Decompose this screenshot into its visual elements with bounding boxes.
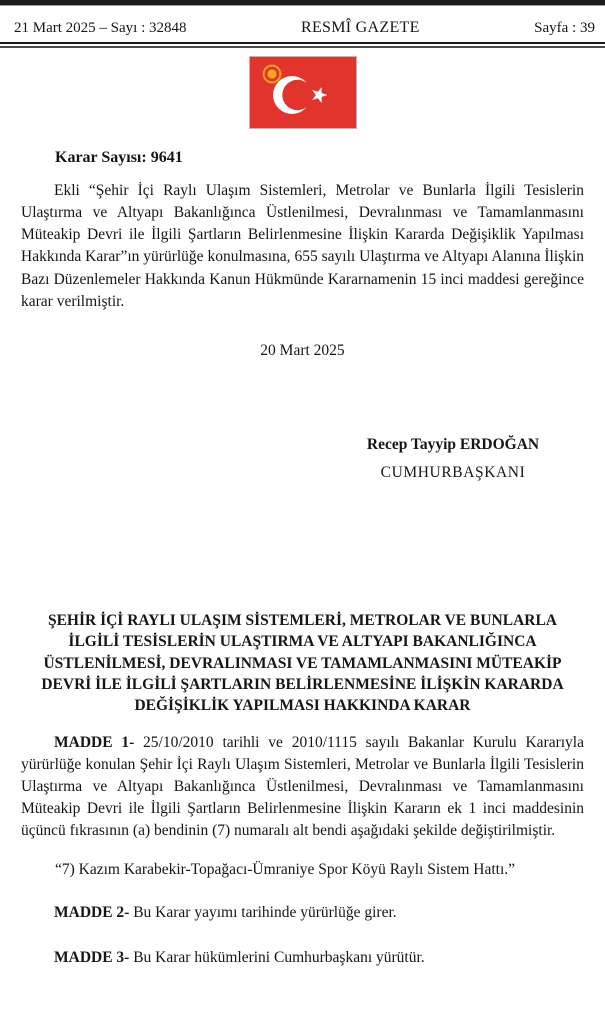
article-2-text: Bu Karar yayımı tarihinde yürürlüğe girer. [129, 903, 397, 921]
intro-paragraph: Ekli “Şehir İçi Raylı Ulaşım Sistemleri, Metrolar ve Bunlarla İlgili Tesislerin Ulaştırma ve Altyapı Bakanlığınca Üstlenilmesi, Devralınması ve Tamamlanmasını Müteakip Devri ile İlgili Şartların Belirlenmesine İlişkin Kararda Değişiklik Yapılması Hakkında Karar”ın yürürlüğe konulmasına, 655 sayılı Ulaştırma ve Altyapı Alanına İlişkin Bazı Düzenlemeler Hakkında Kanun Hükmünde Kararnamenin 15 inci maddesi gereğince karar verilmiştir. [21, 182, 584, 310]
header-gazette-title: RESMÎ GAZETE [300, 19, 420, 36]
article-3-text: Bu Karar hükümlerini Cumhurbaşkanı yürütür. [129, 948, 425, 966]
article-1 [21, 732, 584, 843]
header-page-number: Sayfa : 39 [534, 20, 595, 36]
signature-block [333, 436, 573, 482]
gazette-header [0, 6, 605, 42]
article-1-text: 25/10/2010 tarihli ve 2010/1115 sayılı Bakanlar Kurulu Kararıyla yürürlüğe konulan Şehir İçi Raylı Ulaşım Sistemleri, Metrolar ve Bunlarla İlgili Tesislerin Ulaştırma ve Altyapı Bakanlığınca Üstlenilmesi, Devralınması ve Tamamlanmasını Müteakip Devri ile İlgili Şartların Belirlenmesine İlişkin Kararın ek 1 inci maddesinin üçüncü fıkrasının (a) bendinin (7) numaralı alt bendi aşağıdaki şekilde değiştirilmiştir. [21, 733, 584, 840]
president-title: CUMHURBAŞKANI [380, 463, 526, 481]
header-double-rule [0, 42, 605, 48]
article-1-label: MADDE 1- [54, 733, 135, 751]
decree-date: 20 Mart 2025 [260, 341, 345, 359]
decree-number: Karar Sayısı: 9641 [55, 149, 183, 166]
president-name: Recep Tayyip ERDOĞAN [366, 435, 540, 453]
article-2-label: MADDE 2- [54, 903, 130, 921]
decision-title: ŞEHİR İÇİ RAYLI ULAŞIM SİSTEMLERİ, METROLAR VE BUNLARLA İLGİLİ TESİSLERİN ULAŞTIRMA VE ALTYAPI BAKANLIĞINCA ÜSTLENİLMESİ, DEVRALINMASI VE TAMAMLANMASINI MÜTEAKİP DEVRİ İLE İLGİLİ ŞARTLARIN BELİRLENMESİNE İLİŞKİN KARARDA DEĞİŞİKLİK YAPILMASI HAKKINDA KARAR [41, 611, 564, 715]
turkish-flag-icon [250, 57, 356, 128]
article-2 [21, 902, 584, 924]
header-date-issue: 21 Mart 2025 – Sayı : 32848 [14, 20, 187, 36]
article-3-label: MADDE 3- [54, 948, 130, 966]
amended-clause: “7) Kazım Karabekir-Topağacı-Ümraniye Spor Köyü Raylı Sistem Hattı.” [55, 860, 516, 878]
presidential-flag [0, 57, 605, 128]
article-3 [21, 947, 584, 969]
